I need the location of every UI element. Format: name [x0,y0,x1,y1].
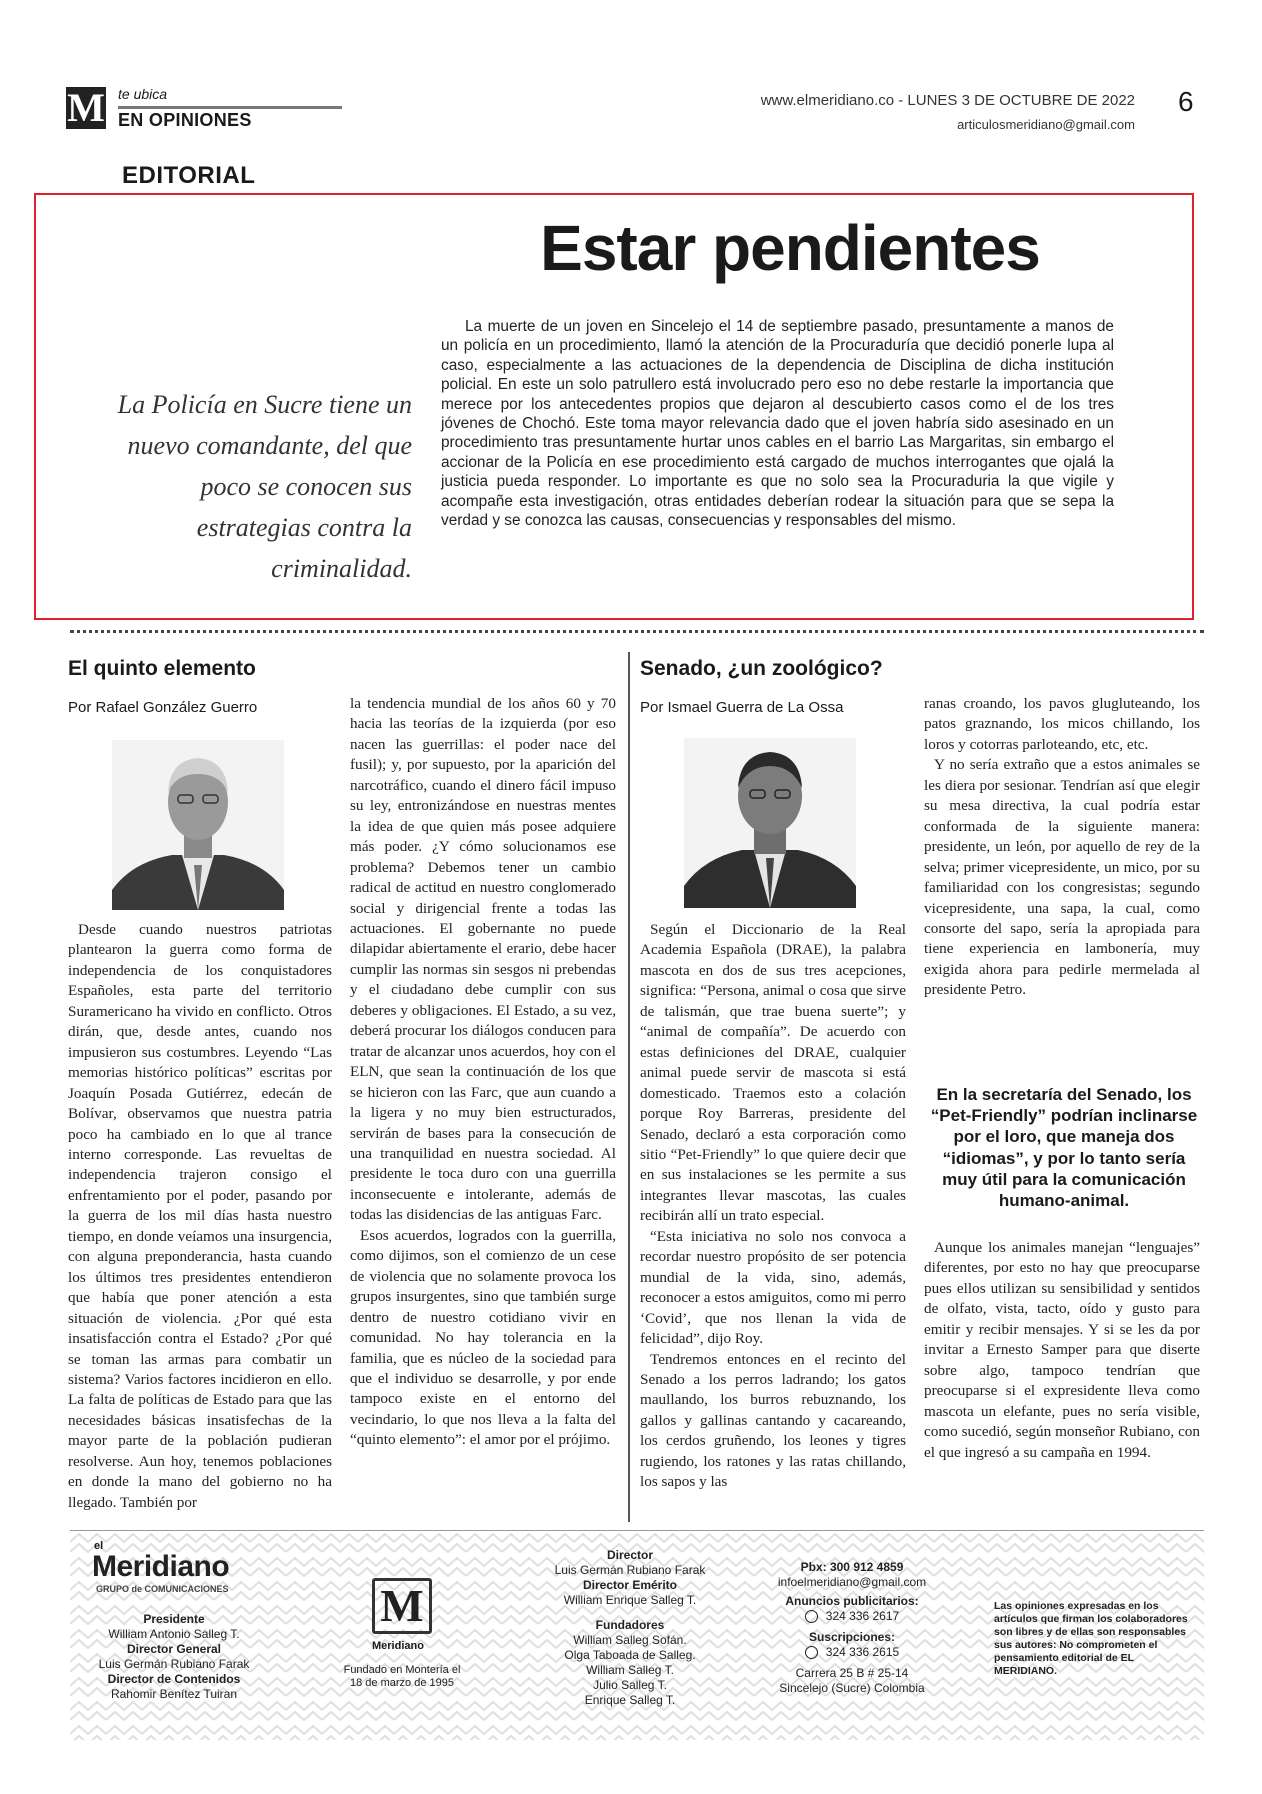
footer-logo-mark: M [372,1578,432,1634]
director-emerito-name: William Enrique Salleg T. [563,1593,697,1607]
paragraph: Tendremos entonces en el recinto del Senado a los perros ladrando; los gatos maullando, los burros rebuznando, los gallos y gallinas cantando y cacareando, los cerdos gruñendo, los leones y tigres rugiendo, los ratones y las ratas chillando, los sapos y las [640,1350,906,1491]
fundador: William Salleg T. [586,1663,674,1677]
byline-right: Por Ismael Guerra de La Ossa [640,699,844,716]
article-column-right-1 [640,920,906,1493]
footer-founded: Fundado en Montería el 18 de marzo de 1995 [343,1664,461,1689]
fundador: Olga Taboada de Salleg. [564,1648,696,1662]
director-name: Luis Germán Rubiano Farak [554,1563,706,1577]
whatsapp-icon [805,1646,818,1659]
ads-phone-row [760,1609,944,1624]
pbx: Pbx: 300 912 4859 [800,1560,904,1574]
fundador: Julio Salleg T. [593,1678,667,1692]
paragraph: Y no sería extraño que a estos animales se les diera por sesionar. Tendrían así que elegir su mesa directiva, la cual podría estar conformada de la siguiente manera: presidente, un león, por aquello de rey de la selva; primer vicepresidente, un mico, por su familiaridad con los congresistas; segundo vicepresidente, una sapa, la cual, como consorte del sapo, sería la apropiada para tiene experiencia en lambonería, muy exigida ahora para pedirle mermelada al presidente Petro. [924,756,1200,999]
paragraph: Según el Diccionario de la Real Academia Española (DRAE), la palabra mascota en dos de sus tres acepciones, significa: “Persona, animal o cosa que sirve de talismán, que trae buena suerte”; y “animal de compañía”. De acuerdo con estas definiciones del DRAE, cualquier animal puede servir de mascota si está domesticado. Traemos esto a colación porque Roy Barreras, presidente del Senado, declaró a esta corporación como sitio “Pet-Friendly” lo que quiere decir que en sus instalaciones se les permite a sus integrantes llevar mascotas, las cuales recibirán allí un trato especial. [640,921,906,1225]
paragraph: Esos acuerdos, logrados con la guerrilla, como dijimos, son el comienzo de un cese de violencia que no solamente provoca los grupos insurgentes, sino que también surge dentro de nuestro cotidiano vivir en comunidad. No hay tolerancia en la familia, que es núcleo de la sociedad para que el individuo se desarrolle, y por ende tampoco existe en el entorno del vecindario, lo que nos lleva a la falta del “quinto elemento”: el amor por el prójimo. [350,1226,616,1449]
director-general-label: Director General [126,1642,222,1656]
article-column-right-3 [924,1238,1200,1463]
editorial-title: Estar pendientes [540,212,1040,284]
presidente-name: William Antonio Salleg T. [108,1627,240,1641]
subs-phone: 324 336 2615 [825,1645,900,1659]
director-label: Director [606,1548,653,1562]
director-contenidos-label: Director de Contenidos [107,1672,241,1686]
footer-brand-small: el [94,1540,104,1552]
footer-brand: Meridiano [92,1550,230,1583]
city: Sincelejo (Sucre) Colombia [779,1681,925,1695]
editorial-quote: La Policía en Sucre tiene un nuevo comandante, del que poco se conocen sus estrategias contra la criminalidad. [117,390,412,583]
author-photo-left [112,740,284,910]
editorial-body [441,317,1114,530]
newspaper-logo: M [67,85,105,130]
director-general-name: Luis Germán Rubiano Farak [98,1657,250,1671]
director-emerito-label: Director Emérito [582,1578,678,1592]
info-email: infoelmeridiano@gmail.com [777,1575,927,1589]
ads-phone: 324 336 2617 [825,1609,900,1623]
page-number: 6 [1178,86,1194,117]
article-column-left-2 [350,694,616,1451]
paragraph: Desde cuando nuestros patriotas plantearon la guerra como forma de independencia de los conquistadores Españoles, esta parte del territorio Suramericano ha vivido en conflicto. Otros dirán, que, desde antes, cuando nos impusieron sus costumbres. Leyendo “Las memorias histórico políticas” escritas por Joaquín Posada Gutiérrez, edecán de Bolívar, observamos que nuestra patria poco ha cambiado en lo que al trance interno corresponde. Las revueltas de independencia trajeron consigo el enfrentamiento por el poder, pasando por la guerra de los mil días hasta nuestro tiempo, en donde veíamos una insurgencia, con alguna preponderancia, hasta cuando los últimos tres presidentes entendieron que había que poner atención a esta situación de violencia. ¿Por qué esta insatisfacción contra el Estado? ¿Por qué se toman las armas para combatir un sistema? Varios factores incidieron en ello. La falta de políticas de Estado para que las necesidades básicas insatisfechas de la mayor parte de la población pudieran resolverse. Aun hoy, tenemos poblaciones en donde la mano del gobierno no ha llegado. También por [68,921,332,1511]
footer-logo-name: Meridiano [372,1640,424,1652]
section-divider [70,630,1204,633]
article-title-right: Senado, ¿un zoológico? [640,657,883,680]
dateline: www.elmeridiano.co - LUNES 3 DE OCTUBRE DE 2022 [760,92,1135,109]
paragraph: Aunque los animales manejan “lenguajes” diferentes, por esto no hay que preocuparse pues ellos utilizan su sensibilidad y sentidos de olfato, vista, tacto, oído y gusto para emitir y recibir mensajes. Y si se les da por invitar a Ernesto Samper para que diserte sobre algo, tampoco tendrían que preocuparse si el expresidente lleva como mascota un elefante, pues no sería visible, como sucedió, según monseñor Rubiano, con el que ingresó a su campaña en 1994. [924,1239,1200,1461]
fundador: Enrique Salleg T. [584,1693,676,1707]
editorial-paragraph: La muerte de un joven en Sincelejo el 14 de septiembre pasado, presuntamente a manos de un policía en un procedimiento, llamó la atención de la Procuraduría que decidió ponerle lupa al caso, especialmente a las actuaciones de la dependencia de Disciplina de dicha institución policial. En este un solo patrullero está involucrado pero eso no debe restarle la importancia que merece por los antecedentes propios que dejaron al descubierto casos como el de los tres jóvenes de Chochó. Este toma mayor relevancia dado que el joven habría sido asesinado en un procedimiento tras presuntamente hurtar unos cables en el barrio Las Margaritas, sin embargo el accionar de la Policía en ese procedimiento está cargado de muchos interrogantes que ojalá la justicia pueda responder. Lo importante es que no solo sea la Procuraduria la que vigile y acompañe esta investigación, otras entidades deberían rodear la situación para que se sepa la verdad y se conozca las causas, consecuencias y responsables del mismo. [441,318,1114,530]
pull-quote: En la secretaría del Senado, los “Pet-Friendly” podrían inclinarse por el loro, que maneja dos “idiomas”, y por lo tanto sería muy útil para la comunicación humano-animal. [930,1085,1198,1211]
byline-left: Por Rafael González Guerro [68,699,258,716]
section-name: EN OPINIONES [118,110,252,130]
fundador: William Salleg Sofán. [573,1633,687,1647]
contact-email: articulosmeridiano@gmail.com [957,117,1135,132]
subs-label: Suscripciones: [808,1630,896,1644]
editorial-label: EDITORIAL [122,162,256,189]
presidente-label: Presidente [143,1612,205,1626]
author-photo-right [684,738,856,908]
fundadores-label: Fundadores [595,1618,665,1632]
subs-phone-row [760,1645,944,1660]
address: Carrera 25 B # 25-14 [795,1666,909,1680]
footer-contact [760,1560,944,1696]
footer-staff-left [74,1612,274,1702]
ads-label: Anuncios publicitarios: [785,1594,919,1608]
paragraph: la tendencia mundial de los años 60 y 70 hacia las teorías de la izquierda (por eso nacen las guerrillas: el poder nace del fusil); y, por supuesto, por la aparición del narcotráfico, cuando el dinero fácil impuso su ley, entronizándose en nuestras mentes la idea de que quien más posee adquiere más poder. ¿Y cómo solucionamos ese problema? Debemos tener un cambio radical de actitud en nuestro conglomerado social y dirigencial frente a todas las actuaciones. El gobernante no puede dilapidar abiertamente el erario, debe hacer cumplir las normas sin sesgos ni prebendas y el ciudadano debe cumplir con sus deberes y obligaciones. El Estado, a su vez, deberá procurar los diálogos conducen para tratar de alcanzar unos acuerdos, hoy con el ELN, que sean la continuación de los que se hicieron con las Farc, que aun cuando a la ligera y no muy bien estructurados, servirán de bases para la consecución de una tranquilidad en nuestra sociedad. Al presidente le toca duro con una guerrilla inconsecuente e intolerante, además de todas las disidencias de las antiguas Farc. [350,695,616,1224]
header-rule [118,106,342,109]
article-column-right-2 [924,694,1200,1001]
header-tagline: te ubica [118,86,168,102]
footer-disclaimer: Las opiniones expresadas en los artículos que firman los colaboradores son libres y de ellas son responsables sus autores: No comprometen el pensamiento editorial de EL MERIDIANO. [994,1600,1188,1677]
article-title-left: El quinto elemento [68,657,256,680]
footer-brand-sub: GRUPO de COMUNICACIONES [96,1584,229,1594]
footer-staff-center [530,1548,730,1708]
column-divider [628,652,630,1522]
article-column-left-1 [68,920,332,1513]
director-contenidos-name: Rahomir Benítez Tuiran [110,1687,238,1701]
paragraph: ranas croando, los pavos glugluteando, los patos graznando, los micos chillando, los loros y cotorras parloteando, etc, etc. [924,695,1200,753]
whatsapp-icon [805,1610,818,1623]
paragraph: “Esta iniciativa no solo nos convoca a recordar nuestro propósito de ser potencia mundial de la vida, sino, además, reconocer a estos amiguitos, como mi perro ‘Covid’, que nos llenan la vida de felicidad”, dijo Roy. [640,1227,906,1348]
